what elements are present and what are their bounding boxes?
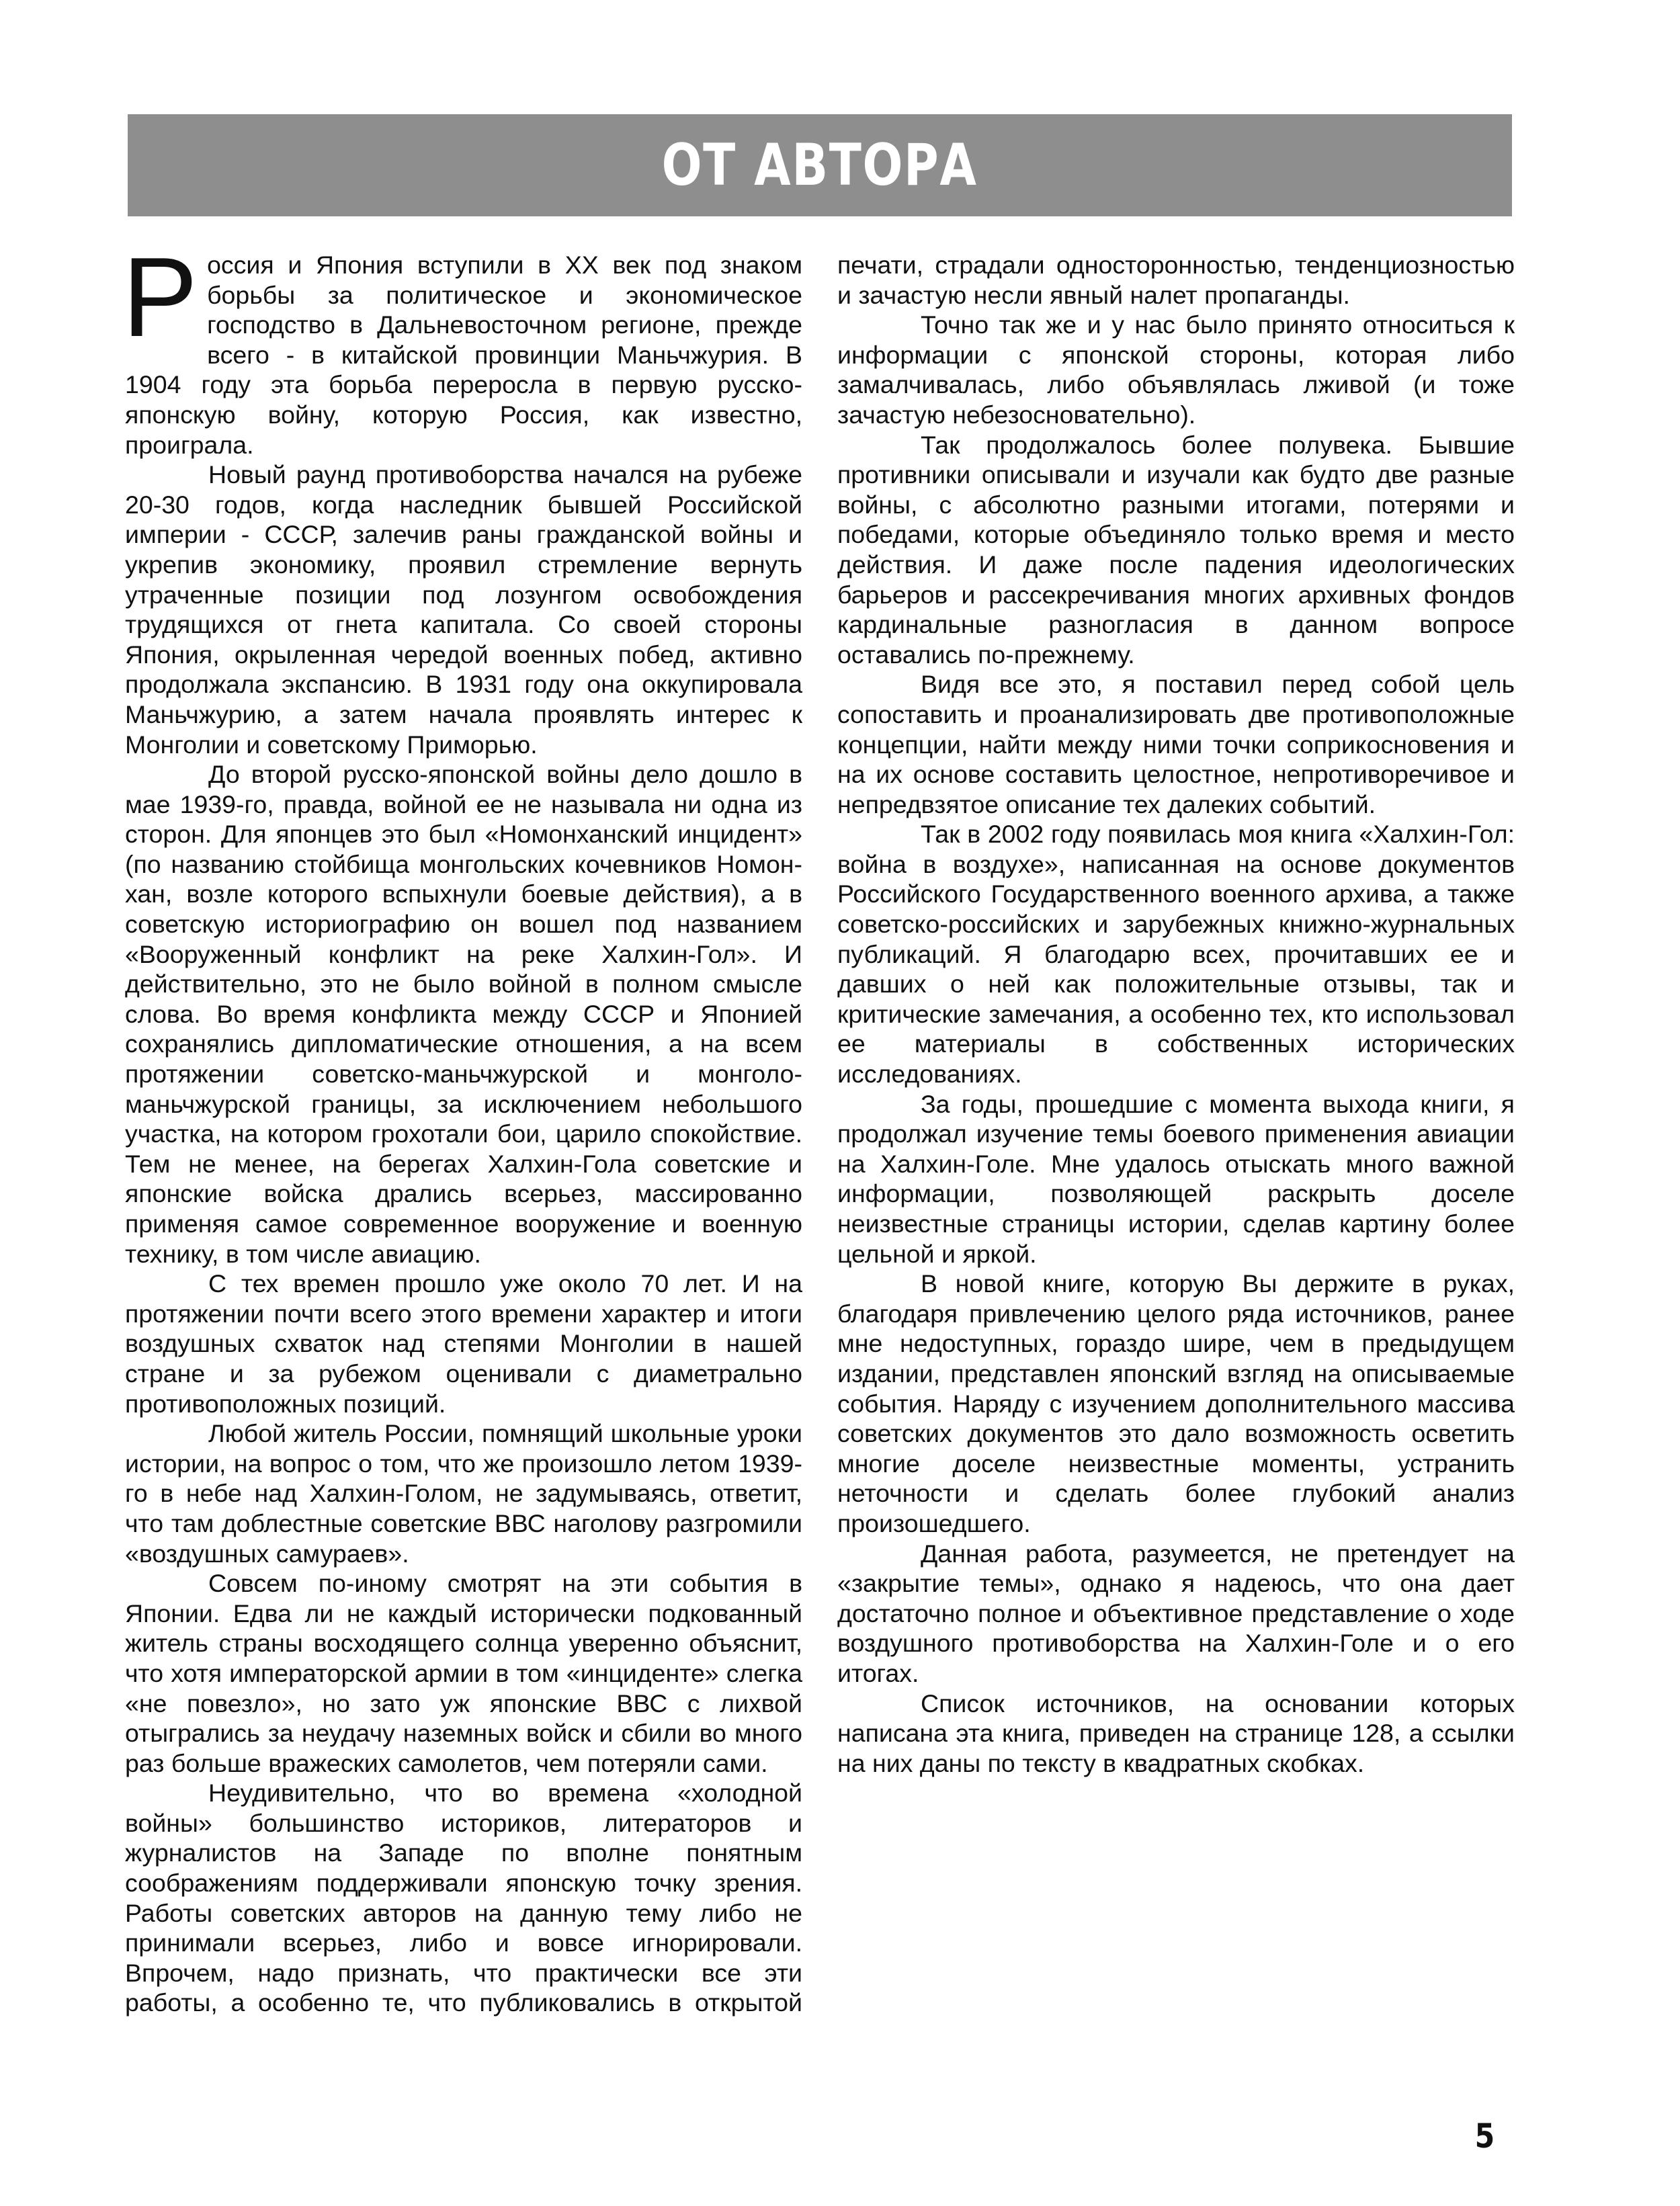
paragraph-1-text: оссия и Япония вступили в XX век под знаком борьбы за политическое и экономическое господство в Дальневосточном регионе, прежде всего - в китайской провинции Маньчжурия. В 1904 году эта борьба переросла в первую русско-японскую войну, которую Россия, как известно, проиграла. — [125, 251, 802, 459]
paragraph-15: Список источников, на основании которых написана эта книга, приведен на странице 128, а ссылки на них даны по тексту в квадратных скобках. — [837, 1689, 1515, 1777]
paragraph-12: За годы, прошедшие с момента выхода книги, я продолжал изучение темы боевого применения авиации на Халхин-Голе. Мне удалось отыскать много важной информации, позволяющей раскрыть доселе неизвестные страницы истории, сделав картину более цельной и яркой. — [837, 1089, 1515, 1268]
paragraph-2: Новый раунд противоборства начался на рубеже 20-30 годов, когда наследник бывшей Российской империи - СССР, залечив раны гражданской войны и укрепив экономику, проявил стремление вернуть утраченные позиции под лозунгом освобождения трудящихся от гнета капитала. Со своей стороны Япония, окрыленная чередой военных побед, активно продолжала экспансию. В 1931 году она оккупировала Маньчжурию, а затем начала проявлять интерес к Монголии и советскому Приморью. — [125, 460, 802, 759]
paragraph-4: С тех времен прошло уже около 70 лет. И на протяжении почти всего этого времени характер и итоги воздушных схваток над степями Монголии в нашей стране и за рубежом оценивали с диаметрально противоположных позиций. — [125, 1269, 802, 1418]
paragraph-3: До второй русско-японской войны дело дошло в мае 1939-го, правда, войной ее не называла ни одна из сторон. Для японцев это был «Номонханский инцидент» (по названию стойбища монгольских кочевников Номон-хан, возле которого вспыхнули боевые действия), а в советскую историографию он вошел под названием «Вооруженный конфликт на реке Халхин-Гол». И действительно, это не было войной в полном смысле слова. Во время конфликта между СССР и Японией сохранялись дипломатические отношения, а на всем протяжении советско-маньчжурской и монголо-маньчжурской границы, за исключением небольшого участка, на котором грохотали бои, царило спокойствие. Тем не менее, на берегах Халхин-Гола советские и японские войска дрались всерьез, массированно применяя самое современное вооружение и военную технику, в том числе авиацию. — [125, 760, 802, 1268]
paragraph-10: Видя все это, я поставил перед собой цель сопоставить и проанализировать две противоположные концепции, найти между ними точки соприкосновения и на их основе составить целостное, непротиворечивое и непредвзятое описание тех далеких событий. — [837, 670, 1515, 818]
page-title: ОТ АВТОРА — [661, 132, 978, 199]
title-banner — [128, 114, 1512, 216]
paragraph-1 — [122, 234, 802, 460]
paragraph-6: Совсем по-иному смотрят на эти события в Японии. Едва ли не каждый исторически подкованный житель страны восходящего солнца уверенно объяснит, что хотя императорской армии в том «инциденте» слегка «не повезло», но зато уж японские ВВС с лихвой отыгрались за неудачу наземных войск и сбили во много раз больше вражеских самолетов, чем потеряли сами. — [125, 1569, 802, 1777]
paragraph-7: Неудивительно, что во времена «холодной войны» большинство историков, литераторов и журналистов на Западе по вполне понятным соображениям поддерживали японскую точку зрения. Работы советских авторов на данную тему либо не принимали всерьез, либо и вовсе игнорировали. Впрочем, надо признать, что практически все эти работы, а особенно те, что публиковались в открытой печати, страдали односторонностью, тенденциозностью и зачастую несли явный налет пропаганды. — [125, 251, 1515, 2017]
paragraph-5: Любой житель России, помнящий школьные уроки истории, на вопрос о том, что же произошло летом 1939-го в небе над Халхин-Голом, не задумываясь, ответит, что там доблестные советские ВВС наголову разгромили «воздушных самураев». — [125, 1419, 802, 1568]
page-number: 5 — [1474, 2117, 1495, 2156]
paragraph-9: Так продолжалось более полувека. Бывшие противники описывали и изучали как будто две разные войны, с абсолютно разными итогами, потерями и победами, которые объединяло только время и место действия. И даже после падения идеологических барьеров и рассекречивания многих архивных фондов кардинальные разногласия в данном вопросе оставались по-прежнему. — [837, 430, 1515, 669]
paragraph-8: Точно так же и у нас было принято относиться к информации с японской стороны, которая либо замалчивалась, либо объявлялась лживой (и тоже зачастую небезосновательно). — [837, 310, 1515, 429]
paragraph-13: В новой книге, которую Вы держите в руках, благодаря привлечению целого ряда источников, ранее мне недоступных, гораздо шире, чем в предыдущем издании, представлен японский взгляд на описываемые события. Наряду с изучением дополнительного массива советских документов это дало возможность осветить многие доселе неизвестные моменты, устранить неточности и сделать более глубокий анализ произошедшего. — [837, 1269, 1515, 1537]
paragraph-14: Данная работа, разумеется, не претендует на «закрытие темы», однако я надеюсь, что она дает достаточно полное и объективное представление о ходе воздушного противоборства на Халхин-Голе и о его итогах. — [837, 1539, 1515, 1687]
drop-cap: Р — [122, 234, 198, 360]
paragraph-11: Так в 2002 году появилась моя книга «Халхин-Гол: война в воздухе», написанная на основе документов Российского Государственного военного архива, а также советско-российских и зарубежных книжно-журнальных публикаций. Я благодарю всех, прочитавших ее и давших о ней как положительные отзывы, так и критические замечания, а особенно тех, кто использовал ее материалы в собственных исторических исследованиях. — [837, 820, 1515, 1089]
article-body — [122, 234, 1515, 2071]
